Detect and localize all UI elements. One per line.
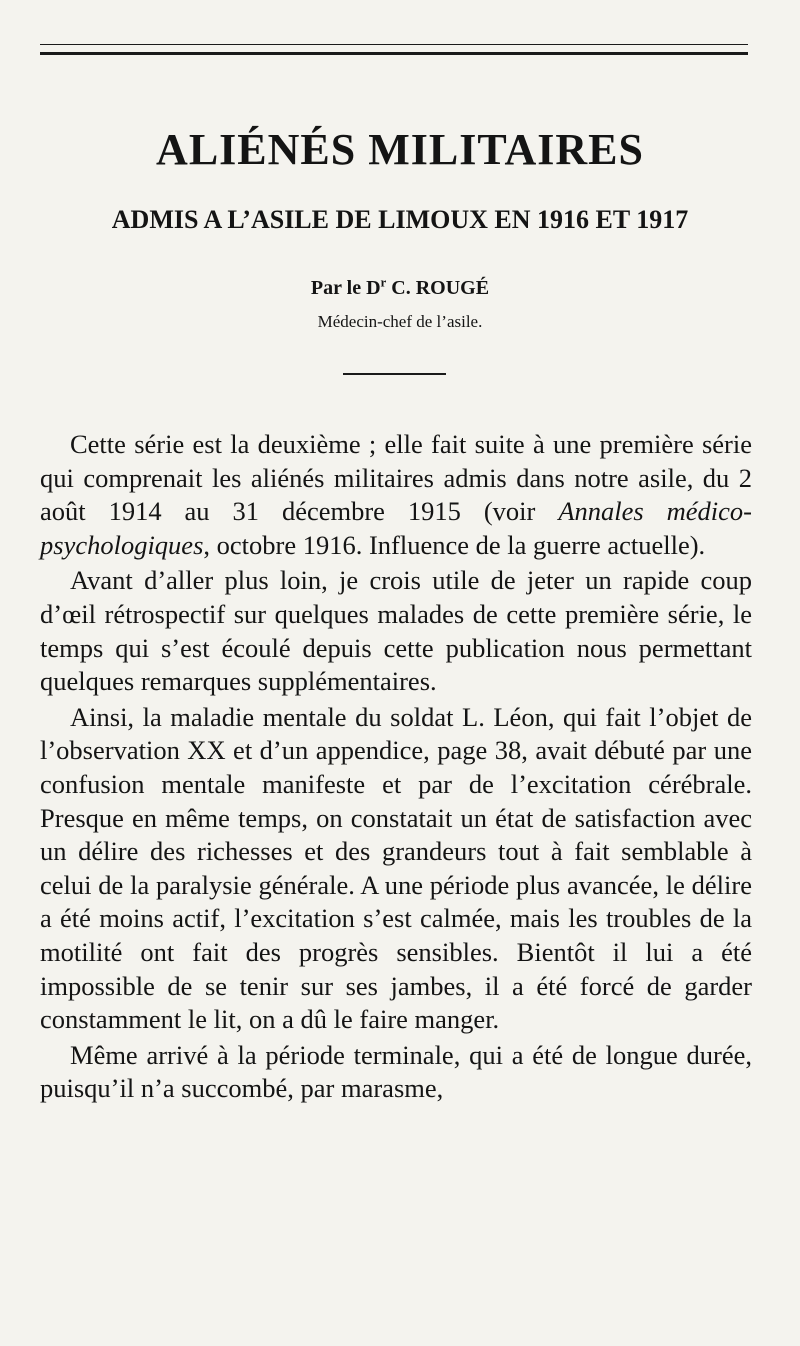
article-title: ALIÉNÉS MILITAIRES [156,125,644,174]
author-line [0,274,800,299]
paragraph-4: Même arrivé à la période terminale, qui a été de longue durée, puisqu’il n’a succombé, par marasme, [40,1039,752,1104]
article-subtitle: ADMIS A L’ASILE DE LIMOUX EN 1916 ET 1917 [111,205,689,234]
paragraph-1 [40,428,752,562]
paragraph-2: Avant d’aller plus loin, je crois utile de jeter un rapide coup d’œil rétrospectif sur quelques malades de cette première série, le temps qui s’est écoulé depuis cette publication nous permettant quelques remarques supplémentaires. [40,565,752,697]
author-prefix-superscript: r [380,274,387,290]
author-name: C. ROUGÉ [391,277,490,299]
top-rule-thin [40,44,748,45]
journal-title-italic: Annales médico-psychologiques [40,496,752,560]
paragraph-1-text-a: Cette série est la deuxième ; elle fait suite à une première série qui comprenait les aliénés militaires admis dans notre asile, du 2 août 1914 au 31 décembre 1915 (voir [40,429,752,527]
section-divider [343,373,446,375]
article-body [40,428,752,1106]
top-rule-thick [40,52,748,55]
paragraph-1-text-b: , octobre 1916. Influence de la guerre actuelle). [203,529,706,560]
paragraph-3: Ainsi, la maladie mentale du soldat L. Léon, qui fait l’objet de l’observation XX et d’un appendice, page 38, avait débuté par une confusion mentale manifeste et par de l’excitation cérébrale. Presque en même temps, on constatait un état de satisfaction avec un délire des richesses et des grandeurs tout à fait semblable à celui de la paralysie générale. A une période plus avancée, le délire a été moins actif, l’excitation s’est calmée, mais les troubles de la motilité ont fait des progrès sensibles. Bientôt il lui a été impossible de se tenir sur ses jambes, il a été forcé de garder constamment le lit, on a dû le faire manger. [40,701,752,1035]
author-prefix: Par le D [310,277,381,299]
author-affiliation: Médecin-chef de l’asile. [317,312,483,331]
